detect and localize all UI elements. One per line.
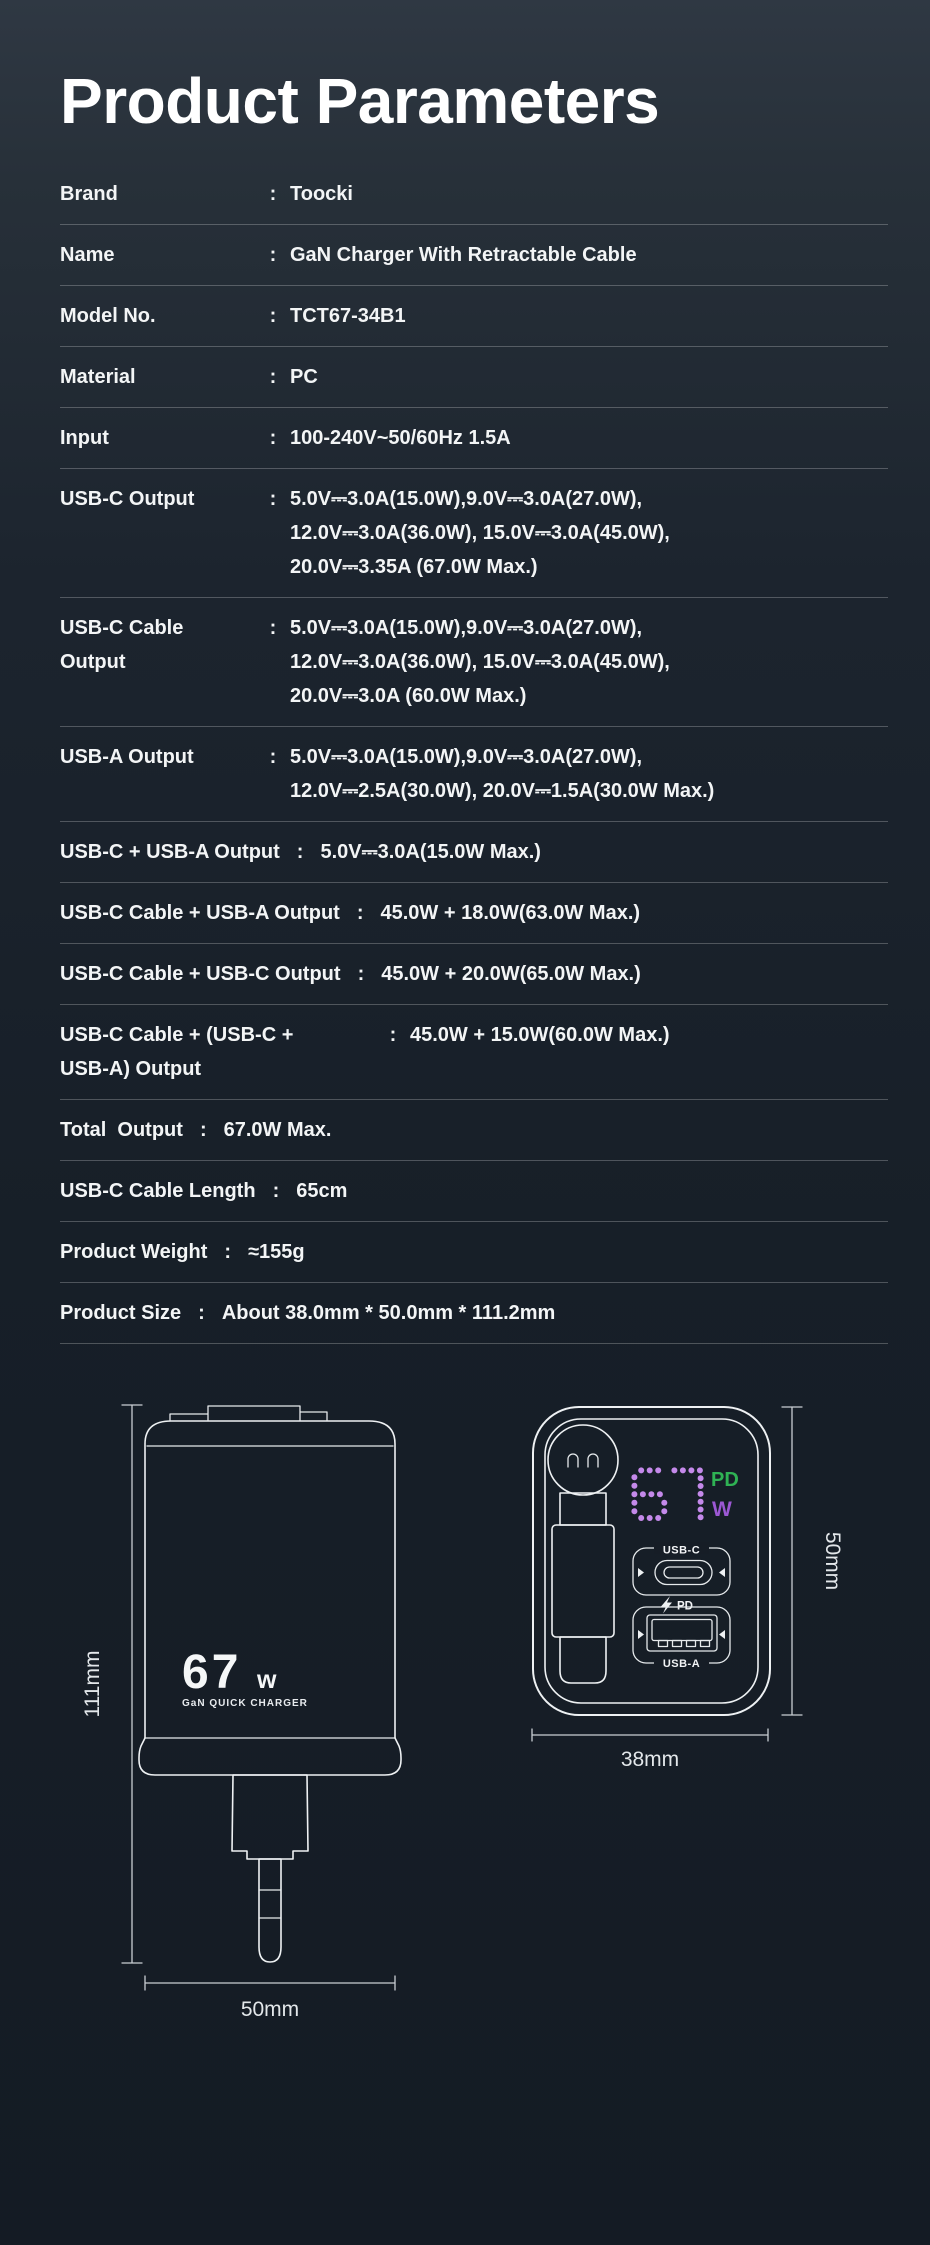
wattage-display	[631, 1467, 738, 1521]
spec-row	[60, 1283, 888, 1344]
pd-port-marking	[661, 1596, 693, 1614]
spec-row	[60, 225, 888, 286]
spec-colon: :	[198, 1302, 205, 1324]
spec-row	[60, 1161, 888, 1222]
spec-label: USB-C Cable Output	[60, 617, 184, 673]
right-arrow-icon	[719, 1630, 725, 1639]
right-arrow-icon	[719, 1568, 725, 1577]
spec-value: PC	[290, 366, 318, 388]
spec-value: Toocki	[290, 183, 353, 205]
front-height-dimension	[782, 1407, 844, 1715]
front-outline	[533, 1407, 770, 1715]
page-title: Product Parameters	[60, 65, 660, 137]
charger-subtitle: GaN QUICK CHARGER	[182, 1698, 308, 1709]
height-dimension-line	[81, 1405, 142, 1963]
spec-colon: :	[269, 244, 277, 266]
spec-value: 45.0W + 20.0W(65.0W Max.)	[381, 963, 641, 985]
spec-label: Product Size	[60, 1302, 182, 1324]
spec-row	[60, 822, 888, 883]
spec-value: 5.0V⎓3.0A(15.0W),9.0V⎓3.0A(27.0W), 12.0V⎓2.5A(30.0W), 20.0V⎓1.5A(30.0W Max.)	[290, 746, 715, 802]
spec-label: USB-C Output	[60, 488, 195, 510]
spec-colon: :	[269, 366, 277, 388]
spec-colon: :	[269, 488, 277, 510]
spec-row	[60, 944, 888, 1005]
spec-value: 5.0V⎓3.0A(15.0W Max.)	[320, 841, 541, 863]
spec-colon: :	[269, 305, 277, 327]
spec-label: USB-A Output	[60, 746, 194, 768]
spec-colon: :	[269, 617, 277, 639]
usbc-port	[633, 1542, 730, 1595]
spec-table	[60, 164, 888, 1344]
spec-label: USB-C Cable Length	[60, 1180, 256, 1202]
spec-label: Brand	[60, 183, 118, 205]
usbc-port-label: USB-C	[662, 1544, 701, 1557]
spec-row	[60, 408, 888, 469]
spec-label: USB-C + USB-A Output	[60, 841, 280, 863]
retractable-cable-connector	[548, 1425, 618, 1683]
spec-colon: :	[389, 1024, 397, 1046]
left-arrow-icon	[638, 1568, 644, 1577]
front-height-label: 50mm	[821, 1531, 844, 1591]
charger-body-outline	[139, 1406, 401, 1775]
spec-value: 67.0W Max.	[223, 1119, 332, 1141]
watt-unit: w	[257, 1666, 277, 1694]
spec-row	[60, 469, 888, 598]
spec-row	[60, 286, 888, 347]
spec-label: USB-C Cable + USB-C Output	[60, 963, 341, 985]
pd-port-label: PD	[677, 1600, 693, 1613]
spec-value: 65cm	[296, 1180, 348, 1202]
spec-row	[60, 727, 888, 822]
spec-colon: :	[199, 1119, 207, 1141]
spec-colon: :	[269, 183, 277, 205]
spec-row	[60, 598, 888, 727]
display-dot-digits	[631, 1467, 703, 1521]
wattage-print	[182, 1646, 308, 1709]
spec-row	[60, 1100, 888, 1161]
spec-value: 100-240V~50/60Hz 1.5A	[290, 427, 511, 449]
spec-row	[60, 164, 888, 225]
spec-value: TCT67-34B1	[290, 305, 406, 327]
side-width-label: 50mm	[240, 1998, 300, 2021]
watt-number: 67	[182, 1646, 242, 1699]
spec-value: 5.0V⎓3.0A(15.0W),9.0V⎓3.0A(27.0W), 12.0V⎓3.0A(36.0W), 15.0V⎓3.0A(45.0W), 20.0V⎓3.35A (67.0W Max.)	[290, 488, 670, 578]
front-width-label: 38mm	[620, 1748, 680, 1771]
spec-colon: :	[269, 427, 277, 449]
charger-front-view-diagram	[490, 1345, 890, 1775]
spec-colon: :	[357, 963, 365, 985]
spec-label: Product Weight	[60, 1241, 208, 1263]
usba-port	[633, 1607, 730, 1670]
spec-value: ≈155g	[248, 1241, 305, 1263]
spec-value: About 38.0mm * 50.0mm * 111.2mm	[221, 1302, 556, 1324]
spec-value: 45.0W + 18.0W(63.0W Max.)	[380, 902, 641, 924]
spec-row	[60, 1005, 888, 1100]
spec-colon: :	[269, 746, 277, 768]
spec-label: Model No.	[60, 305, 156, 327]
spec-colon: :	[296, 841, 304, 863]
display-pd-label: PD	[711, 1469, 739, 1491]
spec-label: USB-C Cable + (USB-C + USB-A) Output	[60, 1024, 294, 1080]
spec-colon: :	[356, 902, 364, 924]
charger-side-view-diagram	[55, 1350, 405, 2030]
spec-row	[60, 1222, 888, 1283]
spec-label: Material	[60, 366, 136, 388]
spec-colon: :	[272, 1180, 280, 1202]
spec-row	[60, 883, 888, 944]
usba-port-label: USB-A	[662, 1658, 701, 1670]
spec-value: GaN Charger With Retractable Cable	[290, 244, 637, 266]
spec-label: Name	[60, 244, 115, 266]
width-dimension-line	[145, 1976, 395, 2021]
lightning-bolt-icon	[661, 1596, 672, 1614]
spec-label: Total Output	[60, 1119, 183, 1141]
plug-and-pin	[232, 1775, 308, 1962]
side-height-label: 111mm	[81, 1650, 104, 1718]
spec-colon: :	[224, 1241, 232, 1263]
front-width-dimension	[532, 1729, 768, 1771]
spec-value: 45.0W + 15.0W(60.0W Max.)	[410, 1024, 670, 1046]
spec-label: USB-C Cable + USB-A Output	[60, 902, 340, 924]
left-arrow-icon	[638, 1630, 644, 1639]
spec-row	[60, 347, 888, 408]
spec-label: Input	[60, 427, 109, 449]
spec-value: 5.0V⎓3.0A(15.0W),9.0V⎓3.0A(27.0W), 12.0V⎓3.0A(36.0W), 15.0V⎓3.0A(45.0W), 20.0V⎓3.0A (60.0W Max.)	[290, 617, 670, 707]
display-unit-label: W	[712, 1498, 732, 1521]
